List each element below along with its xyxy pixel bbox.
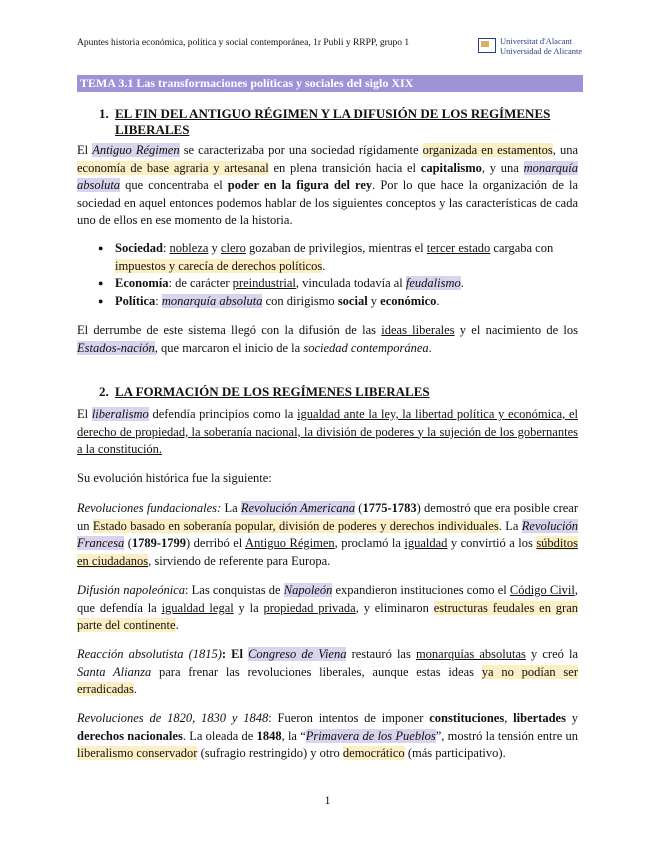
bold-capitalismo: capitalismo	[420, 160, 482, 175]
topic-title-bar: TEMA 3.1 Las transformaciones políticas y sociales del siglo XIX	[77, 75, 583, 92]
text-run: , y una	[481, 160, 524, 175]
text-run: . La	[498, 518, 522, 533]
italic-term: Santa Alianza	[77, 664, 152, 679]
text-run: ,	[504, 711, 514, 725]
italic-subheading: Reacción absolutista (1815)	[77, 647, 222, 661]
text-run: .	[460, 276, 464, 291]
logo-line-2: Universidad de Alicante	[500, 46, 583, 56]
section-2-paragraph-4	[77, 582, 578, 635]
bold-term: libertades	[513, 711, 566, 725]
underlined-term: ideas liberales	[381, 323, 455, 337]
text-run: : Las conquistas de	[185, 583, 284, 597]
bold-label: Economía	[115, 276, 169, 291]
section-2-paragraph-1	[77, 406, 578, 459]
text-run: (	[124, 536, 132, 551]
highlight-estamentos: organizada en estamentos	[422, 143, 553, 157]
text-run: ”, mostró la tensión entre un	[435, 728, 579, 743]
list-item-politica	[77, 293, 578, 311]
text-run: . Por lo que hace la organización de la sociedad en aquel entonces podemos hablar de los siguientes conceptos y las características de cada uno de ellos en ese momento de la historia.	[77, 178, 578, 228]
text-run: y el nacimiento de los	[454, 323, 578, 337]
university-logo-icon	[478, 38, 496, 53]
document-header-title: Apuntes historia económica, política y social contemporánea, 1r Publi y RRPP, grupo 1	[77, 38, 410, 48]
text-run: ) demostró que era posible crear un	[77, 501, 578, 533]
text-run: y	[208, 241, 221, 255]
list-item-economia	[77, 275, 578, 293]
university-logo	[478, 36, 582, 56]
text-run: La	[221, 501, 241, 515]
term-liberalismo: liberalismo	[91, 407, 149, 421]
section-2-number: 2.	[99, 384, 109, 399]
bold-poder-rey: poder en la figura del rey	[227, 178, 373, 193]
italic-term: sociedad contemporánea	[303, 340, 429, 355]
text-run: para frenar las revoluciones liberales, aunque estas ideas	[151, 664, 482, 679]
highlight-estado: Estado basado en soberanía popular, división de poderes y derechos individuales	[92, 518, 499, 533]
text-run: gozaban de privilegios, mientras el	[245, 241, 427, 255]
section-1-paragraph-2	[77, 322, 578, 357]
text-run: . La oleada de	[182, 728, 257, 743]
text-run: se caracterizaba por una sociedad rígidamente	[179, 143, 423, 157]
underlined-term: igualdad	[404, 536, 448, 551]
underlined-term: Código Civil	[509, 583, 575, 597]
text-run: en plena transición hacia el	[268, 160, 421, 175]
highlight-impuestos: impuestos y carecía de derechos políticos	[115, 258, 323, 273]
italic-subheading: Difusión napoleónica	[77, 583, 186, 597]
underlined-term: preindustrial	[232, 276, 296, 291]
underlined-term: tercer estado	[426, 241, 491, 255]
text-run: .	[428, 340, 432, 355]
text-run: .	[436, 293, 440, 308]
bold-term: derechos nacionales	[77, 728, 183, 743]
text-run: y	[565, 711, 579, 725]
text-run: El derrumbe de este sistema llegó con la difusión de las	[77, 323, 382, 337]
text-run: , y eliminaron	[355, 600, 434, 615]
term-revolucion-francesa: Revolución Francesa	[77, 518, 578, 551]
bold-date: 1848	[256, 728, 282, 743]
text-run: , que marcaron el inicio de la	[154, 340, 304, 355]
text-run: y creó la	[525, 647, 578, 661]
term-monarquia-absoluta: monarquía absoluta	[161, 293, 263, 308]
text-run: , que defendía la	[77, 583, 578, 615]
section-2-title: LA FORMACIÓN DE LOS REGÍMENES LIBERALES	[115, 384, 430, 399]
logo-line-1: Universitat d'Alacant	[500, 36, 573, 46]
underlined-term: nobleza	[169, 241, 209, 255]
text-run: El	[77, 407, 92, 421]
highlight-erradicadas: ya no podían ser erradicadas	[77, 664, 578, 697]
text-run: y convirtió a los	[447, 536, 537, 551]
bold-term: social	[337, 293, 368, 308]
bold-label: Sociedad	[115, 241, 163, 255]
text-run: (más participativo).	[404, 746, 506, 761]
section-2-paragraph-6	[77, 710, 578, 763]
text-run: , vinculada todavía al	[295, 276, 406, 291]
bold-label: Política	[115, 293, 156, 308]
text-run: .	[175, 618, 179, 633]
characteristics-list	[77, 240, 578, 310]
text-run: expandieron instituciones como el	[332, 583, 510, 597]
term-monarquia-absoluta: monarquía absoluta	[77, 160, 578, 193]
text-run: con dirigismo	[262, 293, 338, 308]
text-run: : El	[221, 647, 249, 661]
term-primavera-pueblos: Primavera de los Pueblos	[305, 728, 436, 743]
underlined-term: monarquías absolutas	[415, 647, 526, 661]
underlined-term: propiedad privada	[263, 600, 356, 615]
text-run: cargaba con	[490, 241, 554, 255]
section-1-number: 1.	[99, 106, 109, 121]
highlight-liberalismo-conservador: liberalismo conservador	[77, 746, 198, 761]
bold-date: 1775-1783	[362, 501, 417, 515]
highlight-economia: economía de base agraria y artesanal	[77, 160, 269, 175]
text-run: y la	[233, 600, 264, 615]
underlined-term: clero	[220, 241, 246, 255]
text-run: ) derribó el	[186, 536, 246, 551]
page-number: 1	[324, 793, 331, 807]
term-congreso-viena: Congreso de Viena	[248, 647, 347, 661]
bold-term: económico	[380, 293, 437, 308]
section-2-heading	[77, 384, 577, 400]
term-feudalismo: feudalismo	[405, 276, 461, 291]
text-run: restauró las	[346, 647, 416, 661]
highlight-subditos: súbditos en ciudadanos	[77, 536, 578, 568]
term-estados-nacion: Estados-nación	[77, 340, 155, 355]
text-run: , proclamó la	[334, 536, 405, 551]
underlined-principles: igualdad ante la ley, la libertad política y económica, el derecho de propiedad, la soberanía nacional, la división de poderes y la sujeción de los gobernantes a la constitución.	[77, 407, 579, 457]
text-run: (sufragio restringido) y otro	[197, 746, 343, 761]
text-run: : de carácter	[168, 276, 233, 291]
italic-subheading: Revoluciones de 1820, 1830 y 1848	[77, 711, 269, 725]
section-2-paragraph-5	[77, 646, 578, 699]
text-run: .	[133, 682, 138, 697]
text-run: .	[322, 258, 326, 273]
section-1-paragraph-1	[77, 142, 578, 230]
term-napoleon: Napoleón	[283, 583, 333, 597]
text-run: :	[155, 293, 162, 308]
bold-date: 1789-1799	[131, 536, 187, 551]
text-run: defendía principios como la	[148, 407, 298, 421]
term-revolucion-americana: Revolución Americana	[240, 501, 356, 515]
section-2-paragraph-2: Su evolución histórica fue la siguiente:	[77, 471, 272, 485]
section-2-paragraph-3	[77, 500, 578, 570]
text-run: : Fueron intentos de imponer	[268, 711, 430, 725]
underlined-term: igualdad legal	[161, 600, 234, 615]
list-item-sociedad	[77, 240, 578, 275]
underlined-term: Antiguo Régimen	[245, 536, 335, 551]
text-run: , una	[552, 143, 578, 157]
section-1-title-line-1: EL FIN DEL ANTIGUO RÉGIMEN Y LA DIFUSIÓN DE LOS REGÍMENES	[115, 106, 551, 121]
text-run: , la “	[281, 728, 306, 743]
section-1-title-line-2: LIBERALES	[115, 122, 190, 137]
text-run: , sirviendo de referente para Europa.	[148, 553, 331, 568]
text-run: El	[77, 143, 93, 157]
highlight-estructuras: estructuras feudales en gran parte del continente	[77, 600, 578, 633]
text-run: (	[355, 501, 363, 515]
section-1-heading	[77, 106, 577, 138]
text-run: que concentraba el	[120, 178, 228, 193]
term-antiguo-regimen: Antiguo Régimen	[92, 143, 180, 157]
text-run: :	[162, 241, 170, 255]
bold-term: constituciones	[429, 711, 505, 725]
highlight-democratico: democrático	[342, 746, 405, 761]
italic-subheading: Revoluciones fundacionales:	[77, 501, 222, 515]
text-run: y	[367, 293, 381, 308]
